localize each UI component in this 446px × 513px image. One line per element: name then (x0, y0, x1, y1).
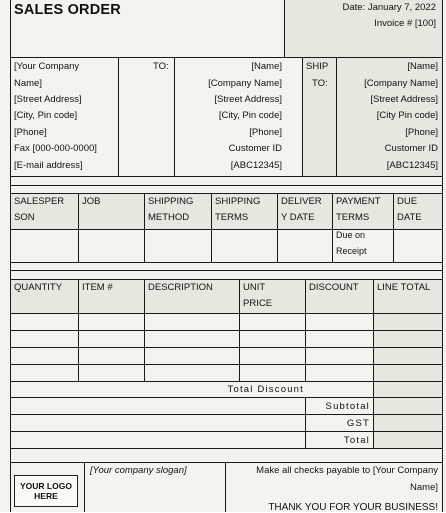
ship-company: [Company Name] (364, 78, 438, 89)
order-col-div-3 (211, 193, 212, 262)
ship-street: [Street Address] (370, 94, 438, 105)
items-top-line (10, 270, 443, 271)
items-col-div-4 (305, 279, 306, 381)
document-title: SALES ORDER (14, 2, 121, 18)
item-row-line-4 (10, 381, 443, 382)
to-phone: [Phone] (249, 127, 282, 138)
items-col-div-1 (78, 279, 79, 381)
address-divider-1 (118, 57, 119, 176)
footer-divider-2 (225, 462, 226, 512)
to-customer-id-label: Customer ID (228, 143, 282, 154)
total-discount-line (10, 397, 443, 398)
address-divider-4 (336, 57, 337, 176)
header-shipping-terms-1: SHIPPING (215, 196, 261, 207)
company-street: [Street Address] (14, 94, 82, 105)
items-header-line-total: LINE TOTAL (377, 282, 431, 293)
company-phone: [Phone] (14, 127, 47, 138)
payable-note-1: Make all checks payable to [Your Company (256, 465, 438, 476)
logo-text-2: HERE (34, 491, 58, 501)
header-delivery-date-1: DELIVER (281, 196, 322, 207)
thank-you-note: THANK YOU FOR YOUR BUSINESS! (268, 502, 438, 513)
header-job: JOB (82, 196, 101, 207)
company-logo-placeholder (14, 475, 78, 507)
ship-name: [Name] (407, 61, 438, 72)
ship-phone: [Phone] (405, 127, 438, 138)
total-label: Total (343, 435, 370, 446)
gst-label: GST (346, 418, 370, 429)
company-slogan: [Your company slogan] (90, 465, 187, 476)
footer-top-line (10, 462, 443, 463)
ship-customer-id-label: Customer ID (384, 143, 438, 154)
payment-terms-value-1: Due on (336, 230, 366, 240)
to-city: [City, Pin code] (218, 110, 282, 121)
items-header-description: DESCRIPTION (148, 282, 213, 293)
items-col-div-3 (239, 279, 240, 381)
to-company: [Company Name] (208, 78, 282, 89)
address-top-line (10, 57, 443, 58)
invoice-number: Invoice # [100] (374, 18, 436, 29)
header-salesperson-1: SALESPER (14, 196, 65, 207)
payment-terms-value-2: Receipt (336, 246, 367, 256)
items-header-top (10, 279, 443, 280)
header-shipping-method-2: METHOD (148, 212, 190, 223)
subtotal-line (10, 414, 443, 415)
order-info-bottom (10, 262, 443, 263)
ship-city: [City Pin code] (376, 110, 438, 121)
footer-divider-1 (84, 462, 85, 512)
header-shipping-terms-2: TERMS (215, 212, 249, 223)
items-header-discount: DISCOUNT (309, 282, 359, 293)
company-name-1: [Your Company (14, 61, 80, 72)
order-date: Date: January 7, 2022 (342, 2, 436, 13)
total-line (10, 448, 443, 449)
header-due-date-1: DUE (397, 196, 418, 207)
to-label: TO: (153, 61, 169, 72)
order-col-div-4 (277, 193, 278, 262)
company-city: [City, Pin code] (14, 110, 78, 121)
header-payment-terms-2: TERMS (336, 212, 370, 223)
items-header-unit-price-2: PRICE (243, 298, 273, 309)
header-shipping-method-1: SHIPPING (148, 196, 194, 207)
order-col-div-6 (393, 193, 394, 262)
to-street: [Street Address] (214, 94, 282, 105)
total-discount-label: Total Discount (227, 384, 304, 395)
totals-col-div-left (305, 397, 306, 448)
payable-note-2: Name] (410, 482, 438, 493)
to-name: [Name] (251, 61, 282, 72)
header-delivery-date-2: Y DATE (281, 212, 315, 223)
order-col-div-5 (332, 193, 333, 262)
subtotal-label: Subtotal (325, 401, 370, 412)
items-col-div-2 (144, 279, 145, 381)
to-customer-id: [ABC12345] (230, 160, 282, 171)
order-col-div-1 (78, 193, 79, 262)
order-info-header-top (10, 193, 443, 194)
items-header-unit-price-1: UNIT (243, 282, 266, 293)
items-header-bottom (10, 313, 443, 314)
company-fax: Fax [000-000-0000] (14, 143, 97, 154)
item-row-line-2 (10, 347, 443, 348)
items-header-item: ITEM # (82, 282, 113, 293)
order-col-div-2 (144, 193, 145, 262)
item-row-line-3 (10, 364, 443, 365)
address-divider-3 (302, 57, 303, 176)
order-info-top-line (10, 185, 443, 186)
address-divider-2 (174, 57, 175, 176)
logo-text-1: YOUR LOGO (20, 481, 72, 491)
header-divider (284, 0, 285, 57)
gst-line (10, 431, 443, 432)
page-left-border (10, 0, 11, 512)
page-right-border (442, 0, 443, 512)
items-header-quantity: QUANTITY (14, 282, 63, 293)
ship-to-label-2: TO: (312, 78, 328, 89)
header-salesperson-2: SON (14, 212, 35, 223)
items-col-div-5 (373, 279, 374, 448)
ship-customer-id: [ABC12345] (386, 160, 438, 171)
company-name-2: Name] (14, 78, 42, 89)
item-row-line-1 (10, 330, 443, 331)
address-bottom-line (10, 176, 443, 177)
header-payment-terms-1: PAYMENT (336, 196, 381, 207)
order-info-header-bottom (10, 229, 443, 230)
company-email: [E-mail address] (14, 160, 83, 171)
header-due-date-2: DATE (397, 212, 422, 223)
ship-to-label-1: SHIP (306, 61, 329, 72)
